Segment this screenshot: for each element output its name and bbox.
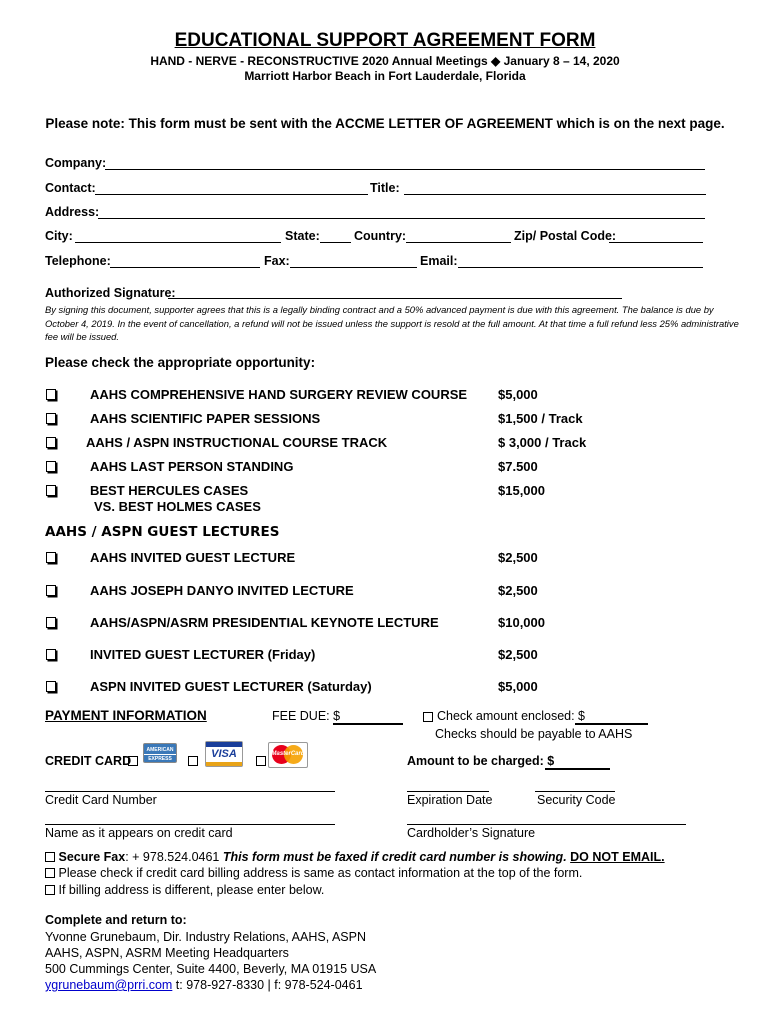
return-phones: t: 978-927-8330 | f: 978-524-0461	[172, 978, 363, 992]
expiration-label: Expiration Date	[407, 793, 493, 807]
return-line-1: Yvonne Grunebaum, Dir. Industry Relations, AAHS, ASPN	[45, 930, 366, 944]
visa-logo	[205, 741, 243, 767]
opportunity-label: BEST HERCULES CASES	[90, 483, 249, 498]
checkbox[interactable]	[46, 585, 56, 596]
opportunity-price: $ 3,000 / Track	[498, 435, 587, 450]
different-address-checkbox[interactable]	[45, 885, 55, 895]
checkbox[interactable]	[46, 485, 56, 496]
fee-due-label: FEE DUE: $	[272, 709, 341, 723]
lecture-price: $2,500	[498, 583, 538, 598]
zip-label: Zip/ Postal Code:	[514, 229, 617, 243]
title-field[interactable]	[404, 194, 706, 195]
lecture-label: INVITED GUEST LECTURER (Friday)	[90, 647, 316, 662]
opportunities-heading: Please check the appropriate opportunity:	[45, 355, 316, 370]
security-code-field[interactable]	[535, 791, 615, 792]
mastercard-checkbox[interactable]	[256, 756, 266, 766]
opportunity-label: AAHS SCIENTIFIC PAPER SESSIONS	[90, 411, 321, 426]
disclaimer-line-3: fee will be issued.	[45, 331, 119, 342]
different-address-note	[45, 883, 324, 897]
amex-logo-top: AMERICAN	[146, 747, 174, 753]
check-enclosed-checkbox[interactable]	[423, 712, 433, 722]
payment-heading: PAYMENT INFORMATION	[45, 708, 207, 723]
secure-fax-note	[45, 850, 665, 864]
opportunity-label: AAHS LAST PERSON STANDING	[90, 459, 294, 474]
no-email-warning: DO NOT EMAIL.	[570, 850, 665, 864]
lecture-price: $2,500	[498, 647, 538, 662]
same-address-text: Please check if credit card billing address is same as contact information at the top of the form.	[58, 866, 583, 880]
opportunity-label-line-2: VS. BEST HOLMES CASES	[94, 499, 261, 514]
checkbox[interactable]	[46, 461, 56, 472]
cardholder-signature-field[interactable]	[407, 824, 686, 825]
card-number-label: Credit Card Number	[45, 793, 157, 807]
email-label: Email:	[420, 254, 458, 268]
contact-label: Contact:	[45, 181, 96, 195]
email-field[interactable]	[458, 267, 703, 268]
amex-logo-bottom: EXPRESS	[144, 754, 176, 763]
signature-label: Authorized Signature:	[45, 286, 176, 300]
lecture-label: AAHS JOSEPH DANYO INVITED LECTURE	[90, 583, 354, 598]
amex-logo	[143, 743, 177, 763]
disclaimer-line-2: October 4, 2019. In the event of cancellation, a refund will not be issued unless the support is resold at the full amount. At that time a full refund less 25% administrative	[45, 318, 739, 329]
city-field[interactable]	[75, 242, 281, 243]
amount-charged-label: Amount to be charged: $	[407, 754, 555, 768]
country-field[interactable]	[406, 242, 511, 243]
disclaimer-line-1: By signing this document, supporter agrees that this is a legally binding contract and a 50% advanced payment is due with this agreement. The balance is due by	[45, 304, 714, 315]
opportunity-price: $5,000	[498, 387, 538, 402]
checkbox[interactable]	[46, 552, 56, 563]
visa-logo-text: VISA	[211, 748, 237, 760]
lecture-price: $5,000	[498, 679, 538, 694]
opportunity-price: $7.500	[498, 459, 538, 474]
return-line-2: AAHS, ASPN, ASRM Meeting Headquarters	[45, 946, 289, 960]
title-label: Title:	[370, 181, 400, 195]
expiration-field[interactable]	[407, 791, 489, 792]
name-on-card-field[interactable]	[45, 824, 335, 825]
meeting-subtitle: HAND - NERVE - RECONSTRUCTIVE 2020 Annual Meetings ◆ January 8 – 14, 2020	[150, 54, 620, 68]
return-heading: Complete and return to:	[45, 913, 187, 927]
visa-checkbox[interactable]	[188, 756, 198, 766]
cardholder-signature-label: Cardholder’s Signature	[407, 826, 536, 840]
lecture-price: $2,500	[498, 550, 538, 565]
mastercard-logo-text: MasterCard	[271, 751, 305, 757]
email-link[interactable]: ygrunebaum@prri.com	[45, 978, 173, 992]
same-address-checkbox[interactable]	[45, 868, 55, 878]
zip-field[interactable]	[609, 242, 703, 243]
contact-field[interactable]	[95, 194, 368, 195]
check-payable-note: Checks should be payable to AAHS	[435, 727, 633, 741]
fax-note-checkbox	[45, 852, 55, 862]
credit-card-label: CREDIT CARD	[45, 754, 132, 768]
state-label: State:	[285, 229, 320, 243]
country-label: Country:	[354, 229, 407, 243]
company-label: Company:	[45, 156, 107, 170]
signature-field[interactable]	[168, 298, 622, 299]
checkbox[interactable]	[46, 617, 56, 628]
return-line-3: 500 Cummings Center, Suite 4400, Beverly, MA 01915 USA	[45, 962, 377, 976]
opportunity-price: $15,000	[498, 483, 545, 498]
secure-fax-warning: This form must be faxed if credit card number is showing.	[222, 850, 567, 864]
checkbox[interactable]	[46, 649, 56, 660]
checkbox[interactable]	[46, 389, 56, 400]
state-field[interactable]	[320, 242, 351, 243]
address-label: Address:	[45, 205, 100, 219]
lectures-heading: AAHS / ASPN GUEST LECTURES	[45, 524, 280, 540]
fax-field[interactable]	[290, 267, 417, 268]
fee-due-field[interactable]	[333, 723, 403, 725]
lecture-label: ASPN INVITED GUEST LECTURER (Saturday)	[90, 679, 372, 694]
opportunity-label: AAHS / ASPN INSTRUCTIONAL COURSE TRACK	[86, 435, 388, 450]
amount-charged-field[interactable]	[545, 768, 610, 770]
secure-fax-number: : + 978.524.0461	[125, 850, 223, 864]
check-amount-field[interactable]	[575, 723, 648, 725]
different-address-text: If billing address is different, please enter below.	[58, 883, 325, 897]
meeting-venue: Marriott Harbor Beach in Fort Lauderdale, Florida	[244, 69, 526, 83]
fax-label: Fax:	[264, 254, 290, 268]
amex-checkbox[interactable]	[128, 756, 138, 766]
card-number-field[interactable]	[45, 791, 335, 792]
same-address-note	[45, 866, 582, 880]
telephone-label: Telephone:	[45, 254, 111, 268]
telephone-field[interactable]	[110, 267, 260, 268]
address-field[interactable]	[98, 218, 705, 219]
return-contact	[45, 978, 363, 992]
check-enclosed-label: Check amount enclosed: $	[437, 709, 586, 723]
opportunity-label: AAHS COMPREHENSIVE HAND SURGERY REVIEW COURSE	[90, 387, 468, 402]
security-code-label: Security Code	[537, 793, 616, 807]
page-title: EDUCATIONAL SUPPORT AGREEMENT FORM	[174, 30, 596, 51]
lecture-label: AAHS/ASPN/ASRM PRESIDENTIAL KEYNOTE LECTURE	[90, 615, 439, 630]
mastercard-logo	[268, 742, 308, 768]
checkbox[interactable]	[46, 437, 56, 448]
checkbox[interactable]	[46, 413, 56, 424]
lecture-label: AAHS INVITED GUEST LECTURE	[90, 550, 296, 565]
name-on-card-label: Name as it appears on credit card	[45, 826, 233, 840]
secure-fax-label: Secure Fax	[58, 850, 126, 864]
checkbox[interactable]	[46, 681, 56, 692]
company-field[interactable]	[105, 169, 705, 170]
opportunity-price: $1,500 / Track	[498, 411, 583, 426]
city-label: City:	[45, 229, 73, 243]
accme-note: Please note: This form must be sent with the ACCME LETTER OF AGREEMENT which is on the next page.	[45, 116, 725, 131]
lecture-price: $10,000	[498, 615, 545, 630]
